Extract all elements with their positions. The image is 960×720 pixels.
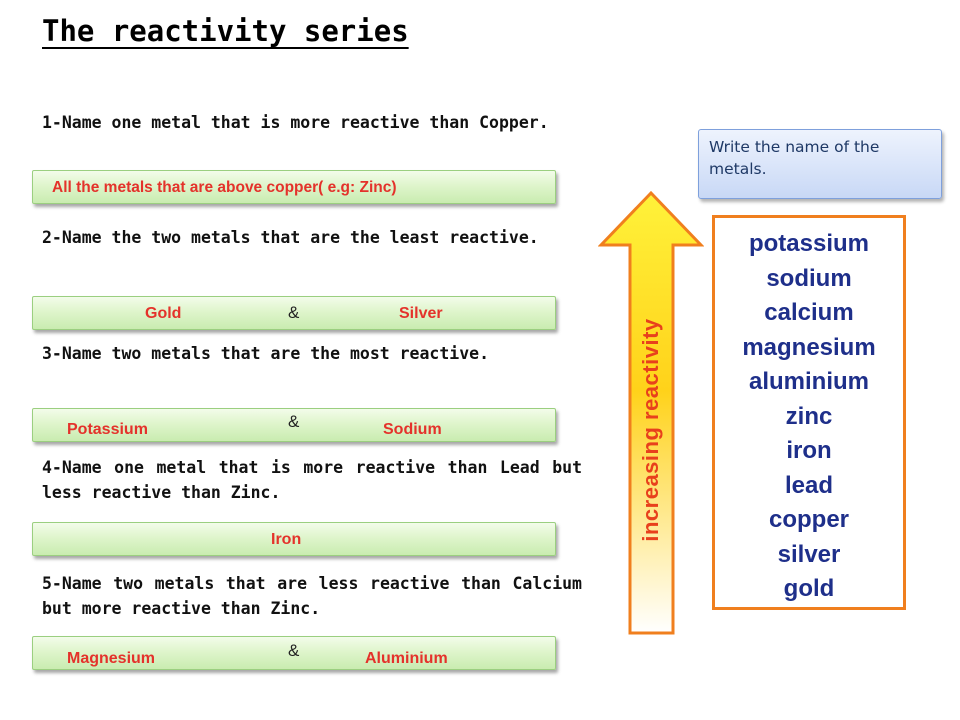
answer-2-second: Silver (399, 305, 443, 322)
answer-5-ampersand: & (288, 641, 300, 660)
answer-1-text: All the metals that are above copper( e.g: Zinc) (52, 179, 397, 196)
metal-item: silver (777, 540, 841, 568)
question-4: 4-Name one metal that is more reactive than Lead but less reactive than Zinc. (42, 458, 582, 502)
metal-item: calcium (764, 299, 854, 326)
answer-box-1 (32, 170, 556, 204)
reactivity-list (712, 215, 906, 610)
answer-3-second: Sodium (383, 421, 442, 438)
metal-item: aluminium (748, 368, 869, 395)
metal-item: sodium (766, 264, 852, 292)
answer-3-ampersand: & (288, 412, 300, 431)
answer-4-text: Iron (271, 531, 302, 548)
answer-box-2 (32, 296, 556, 330)
answer-box-5 (32, 636, 556, 670)
metal-item: lead (784, 471, 834, 499)
answer-5-first: Magnesium (67, 650, 156, 667)
metal-item: magnesium (742, 333, 876, 361)
question-3: 3-Name two metals that are the most reactive. (42, 344, 490, 363)
answer-box-4 (32, 522, 556, 556)
metal-item: gold (783, 575, 835, 602)
metal-item: iron (786, 437, 832, 464)
page-title: The reactivity series (42, 14, 409, 48)
answer-3-first: Potassium (67, 421, 148, 438)
instruction-note: Write the name of the metals. (698, 129, 942, 199)
answer-2-ampersand: & (288, 303, 300, 322)
answer-2-first: Gold (145, 305, 182, 322)
question-1: 1-Name one metal that is more reactive than Copper. (42, 113, 549, 132)
question-2: 2-Name the two metals that are the least reactive. (42, 228, 539, 247)
question-5: 5-Name two metals that are less reactive than Calcium but more reactive than Zinc. (42, 574, 582, 618)
arrow-label: increasing reactivity (638, 318, 663, 542)
metal-item: zinc (785, 402, 833, 430)
answer-box-3 (32, 408, 556, 442)
answer-5-second: Aluminium (365, 650, 448, 667)
metal-item: potassium (748, 230, 870, 257)
metal-item: copper (768, 506, 849, 533)
